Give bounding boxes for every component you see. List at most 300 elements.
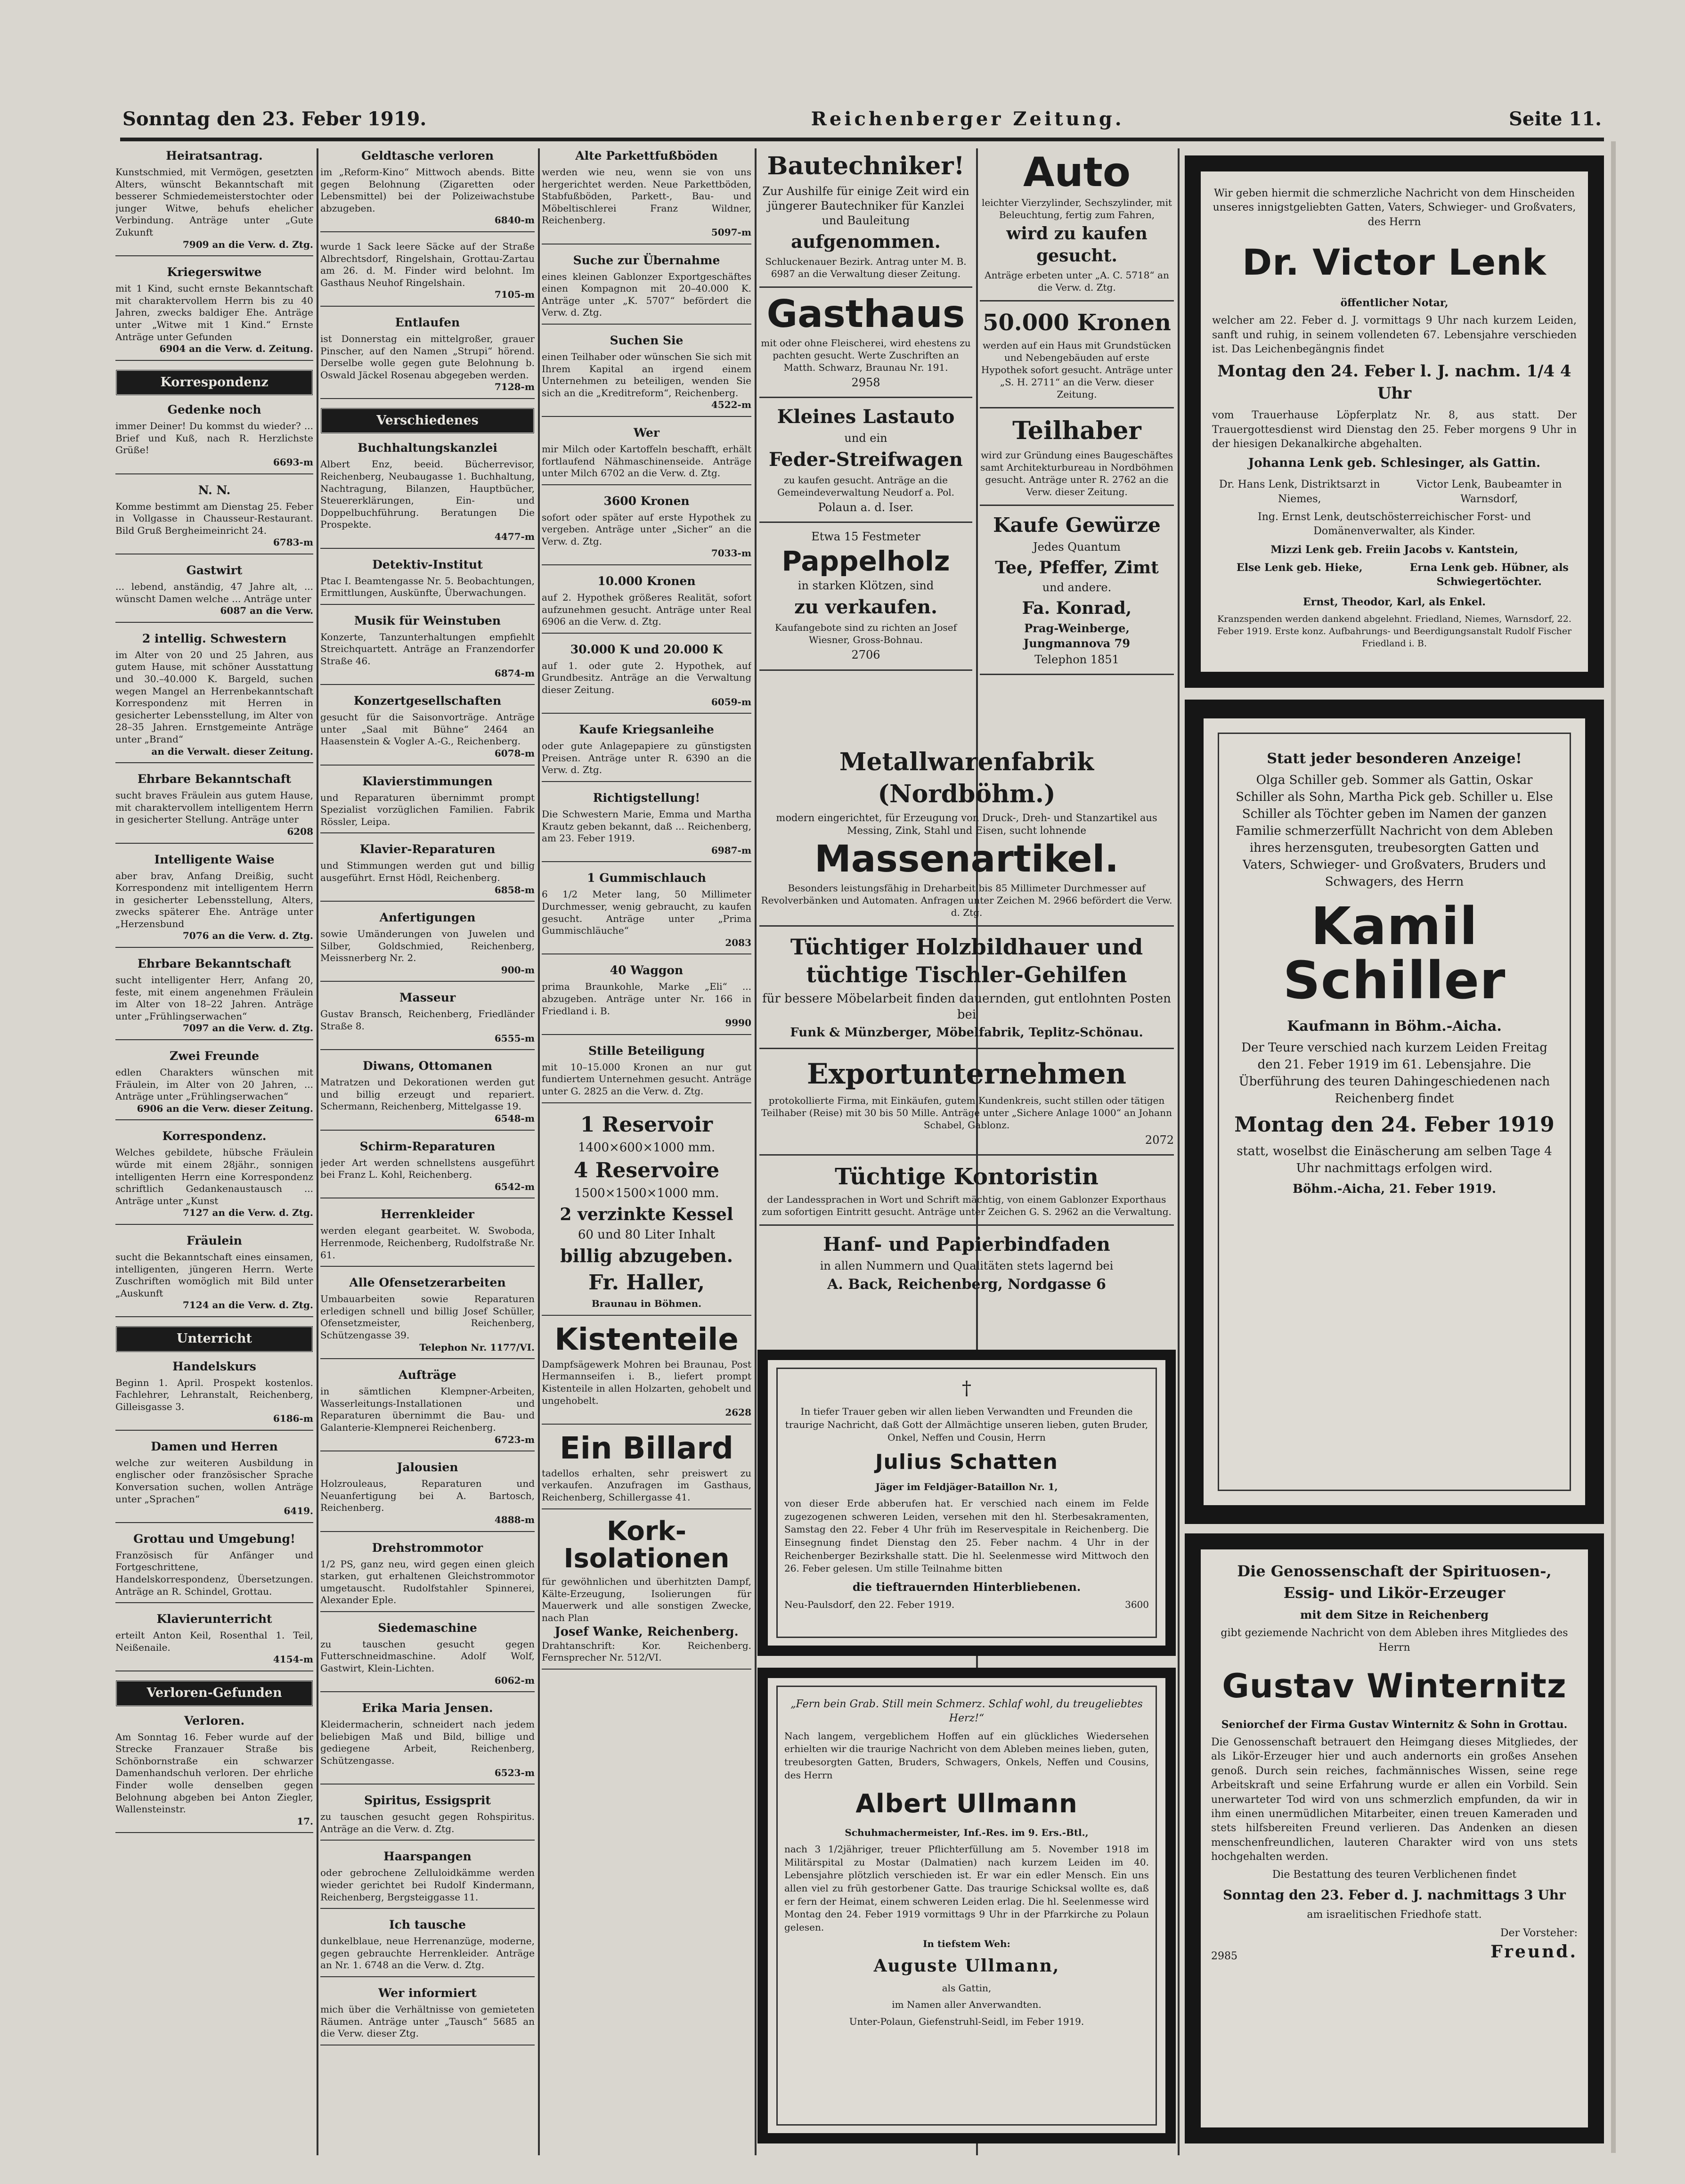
ad-title: Detektiv-Institut [372,557,483,571]
ad-code: 6548-m [494,1113,535,1125]
ullmann-foot: Unter-Polaun, Giefenstruhl-Seidl, im Feber 1919. [849,2015,1084,2027]
obituary-schatten [757,1350,1176,1656]
ad-code: 6523-m [494,1767,535,1778]
gewuerze-line-2: und andere. [1042,581,1112,595]
ad-title: 10.000 Kronen [597,574,696,588]
header-masthead: Reichenberger Zeitung. [811,107,1124,130]
ad-body: prima Braunkohle, Marke „Eli“ ... abzugeben. Anträge unter Nr. 166 in Friedland i. B. [542,981,751,1017]
ad-code: Telephon Nr. 1177/VI. [419,1341,535,1353]
winternitz-body: Die Genossenschaft betrauert den Heimgang dieses Mitgliedes, der als Likör-Erzeuger hier und auch andernorts ein großes Ansehen genoß. Durch sein reiches, fachmännisches Wissen, seine rege Arbeitskraft und seine Erfahrung wurde er allen ein Vorbild. Sein unerwarteter Tod wird von uns schmerzlich empfunden, da wir in ihm einen unermüdlichen Mitarbeiter, einen treuen Kameraden und stets hilfsbereiten Freund verlieren. Das Andenken an diesen menschenfreundlichen, lauteren Charakter wird von uns stets hochgehalten werden. [1211,1736,1578,1863]
reservoir-firm: Fr. Haller, [588,1270,705,1295]
holzbildhauer-title: Tüchtiger Holzbildhauer und tüchtige Tischler-Gehilfen [790,934,1143,988]
reservoir-line-4: billig abzugeben. [560,1245,733,1266]
ad-title: 3600 Kronen [603,494,690,508]
ad-body: auf 2. Hypothek größeres Realität, sofort aufzunehmen gesucht. Anträge unter Real 6906 an die Verw. d. Ztg. [542,592,751,627]
ad-body: oder gebrochene Zelluloidkämme werden wieder gerichtet bei Rudolf Kindermann, Reichenberg, Bergsteiggasse 11. [320,1867,535,1903]
reservoir-line-2: 4 Reservoire [573,1158,720,1183]
column-3-classifieds [542,148,751,2155]
classified-ad [320,1139,535,1199]
ad-title: 30.000 K und 20.000 K [570,642,723,656]
ad-title: Diwans, Ottomanen [362,1059,492,1073]
ad-code: 7128-m [494,381,535,393]
schiller-body: Olga Schiller geb. Sommer als Gattin, Oskar Schiller als Sohn, Martha Pick geb. Schiller u. Else Schiller als Töchter geben im Namen der ganzen Familie schmerzerfüllt Nachricht von dem Ableben ihres herzensguten, treubesorgten Gatten und Vaters, Schwieger- und Großvaters, Bruders und Schwagers, des Herrn [1236,773,1553,889]
ad-body: oder gute Anlagepapiere zu günstigsten Preisen. Anträge unter R. 6390 an die Verw. d. Ztg. [542,740,751,776]
metallwaren-big: Massenartikel. [814,838,1119,880]
ad-title: Ich tausche [389,1918,466,1932]
obituary-schiller [1185,700,1604,1524]
ad-code: 6555-m [494,1032,535,1044]
lenk-role: öffentlicher Notar, [1340,296,1449,309]
ad-code: 6087 an die Verw. [220,605,313,617]
holzbildhauer-firm: Funk & Münzberger, Möbelfabrik, Teplitz-Schönau. [790,1025,1143,1040]
page-header [122,105,1602,133]
ad-body: werden wie neu, wenn sie von uns hergerichtet werden. Neue Parkettböden, Stabfußböden, Parkett-, Bau- und Möbeltischlerei Franz Wildner, Reichenberg. [542,166,751,226]
winternitz-code: 2985 [1211,1950,1237,1963]
classified-ad [115,1359,313,1431]
ad-code: 6208 [287,825,313,837]
ad-body: immer Deiner! Du kommst du wieder? ... Brief und Kuß, nach R. Herzlichste Grüße! [115,420,313,456]
ad-code: 6186-m [273,1413,313,1425]
classified-ad [542,790,751,862]
kork-foot: Drahtanschrift: Kor. Reichenberg. Fernsprecher Nr. 512/VI. [542,1639,751,1663]
lenk-grandchildren: Ernst, Theodor, Karl, als Enkel. [1303,595,1486,608]
obituary-ullmann-frame [776,1686,1157,2126]
classified-ad [320,1207,535,1267]
classified-ad [320,557,535,605]
lenk-date: Montag den 24. Feber l. J. nachm. 1/4 4 Uhr [1217,362,1571,403]
classified-ad [320,1368,535,1451]
lenk-signer: Dr. Hans Lenk, Distriktsarzt in Niemes, [1219,479,1380,505]
obituary-schiller-frame [1218,733,1571,1491]
ad-body: welche zur weiteren Ausbildung in englischer oder französischer Sprache Konversation suchen, wollen Anträge unter „Sprachen“ [115,1457,313,1505]
header-page-number: Seite 11. [1509,107,1602,130]
classified-ad [320,693,535,765]
lenk-body: welcher am 22. Feber d. J. vormittags 9 Uhr nach kurzem Leiden, sanft und ruhig, in seinem vollendeten 67. Lebensjahre verschieden ist. Das Leichenbegängnis findet [1212,315,1577,356]
gewuerze-ad [980,513,1174,675]
pappelholz-big: zu verkaufen. [794,596,937,619]
ad-body: sucht braves Fräulein aus gutem Hause, mit charaktervollem intelligentem Herrn in gesicherter Stellung. Anträge unter [115,790,313,825]
ad-body: jeder Art werden schnellstens ausgeführt bei Franz L. Kohl, Reichenberg. [320,1157,535,1181]
ad-body: in sämtlichen Klempner-Arbeiten, Wasserleitungs-Installationen und Reparaturen übernimmt die Bau- und Galanterie-Klempnerei Reichenberg. [320,1385,535,1433]
auto-body: leichter Vierzylinder, Sechszylinder, mit Beleuchtung, fertig zum Fahren, [981,197,1172,221]
ad-title: Spiritus, Essigsprit [364,1793,491,1808]
classified-ad [542,333,751,417]
schatten-code: 3600 [1125,1598,1149,1610]
ad-title: Verloren. [184,1713,245,1728]
ad-body: sucht die Bekanntschaft eines einsamen, intelligenten, jüngeren Herrn. Werte Zuschriften womöglich mit Bild unter „Auskunft [115,1251,313,1299]
ad-code: 7033-m [711,547,751,559]
winternitz-footer [1211,1926,1578,1964]
holzbildhauer-body: für bessere Möbelarbeit finden dauernden, gut entlohnten Posten bei [762,992,1171,1022]
holzbildhauer-ad [759,933,1174,1049]
classified-ad [320,315,535,399]
obituary-lenk [1185,155,1604,688]
ad-code: 6062-m [494,1674,535,1686]
ad-body: auf 1. oder gute 2. Hypothek, auf Grundbesitz. Anträge an die Verwaltung dieser Zeitung. [542,660,751,696]
ad-title: Stille Beteiligung [588,1043,705,1058]
ad-title: Zwei Freunde [169,1049,259,1063]
column-2-classifieds [320,148,535,2155]
lenk-signer: Ing. Ernst Lenk, deutschösterreichischer Forst- und Domänenverwalter, als Kinder. [1258,511,1531,538]
obituary-ullmann [757,1668,1176,2143]
classified-ad [115,1233,313,1317]
ad-title: Masseur [399,991,456,1005]
schiller-date: Montag den 24. Feber 1919 [1234,1113,1555,1137]
ad-code: 6904 an die Verw. d. Zeitung. [159,343,313,355]
ad-title: Wer informiert [378,1986,477,2000]
section-banner-korrespondenz: Korrespondenz [115,369,313,396]
schatten-mourners: die tieftrauernden Hinterbliebenen. [852,1580,1081,1594]
classified-ad [320,1917,535,1977]
ad-body: aber brav, Anfang Dreißig, sucht Korrespondenz mit intelligentem Herrn in gesicherter Lebensstellung, Alters, zwecks späterer Ehe. Anträge unter „Herzensbund [115,870,313,929]
ad-title: Wer [633,425,660,440]
ad-title: N. N. [198,483,231,497]
ad-body: gesucht für die Saisonvorträge. Anträge unter „Saal mit Bühne“ 2464 an Haasenstein & Vogler A.-G., Reichenberg. [320,711,535,747]
ad-title: Ehrbare Bekanntschaft [137,772,292,786]
obituary-lenk-content [1212,183,1577,660]
ad-body: erteilt Anton Keil, Rosenthal 1. Teil, Neißenaile. [115,1630,313,1653]
lenk-signers [1212,476,1577,591]
ad-title: Klavierstimmungen [362,774,493,788]
export-title: Exportunternehmen [806,1057,1127,1091]
ad-title: Richtigstellung! [593,791,700,805]
lenk-foot: Kranzspenden werden dankend abgelehnt. Friedland, Niemes, Warnsdorf, 22. Feber 1919. Erste konz. Aufbahrungs- und Beerdigungsanstalt Rudolf Fischer Friedland i. B. [1217,614,1572,649]
schatten-intro: In tiefer Trauer geben wir allen lieben Verwandten und Freunden die traurige Nachricht, daß Gott der Allmächtige unseren lieben, guten Bruder, Onkel, Neffen und Cousin, Herrn [785,1406,1148,1443]
ad-code: 7105-m [494,289,535,301]
bautechniker-ad [759,150,972,288]
winternitz-sign-2: Freund. [1490,1942,1578,1962]
ad-title: Herrenkleider [381,1207,474,1222]
ad-title: Gastwirt [186,563,243,578]
gewuerze-address: Prag-Weinberge, Jungmannova 79 [1023,621,1131,650]
winternitz-intro: gibt geziemende Nachricht von dem Ableben ihres Mitgliedes des Herrn [1221,1627,1568,1654]
reservoir-line-1: 1 Reservoir [580,1112,713,1137]
ullmann-body: nach 3 1/2jähriger, treuer Pflichterfüllung am 5. November 1918 im Militärspital zu Mostar (Dalmatien) nach kurzem Leiden im 40. Lebensjahre plötzlich verschieden ist. Er war ein edler Mensch. Ein uns allen viel zu früh gestorbener Gatte. Das traurige Schicksal wollte es, daß er fern der Heimat, einem schweren Leiden erlag. Die hl. Seelenmesse wird Montag den 24. Feber 1919 vormittags 9 Uhr in der Pfarrkirche zu Polaun gelesen. [784,1843,1149,1933]
ad-body: im „Reform-Kino“ Mittwoch abends. Bitte gegen Belohnung (Zigaretten oder Lebensmittel) bei der Polizeiwachstube abzugeben. [320,166,535,214]
ad-body: Welches gebildete, hübsche Fräulein würde mit einem 28jähr., sonnigen intelligenten Herrn eine Korrespondenz schriftlich Gedankenaustausch ... Anträge unter „Kunst [115,1147,313,1206]
ad-code: 6419. [284,1505,313,1517]
classified-ad [542,642,751,714]
metallwaren-title: Metallwarenfabrik (Nordböhm.) [839,748,1094,808]
classified-ad [542,963,751,1035]
classified-ad [542,148,751,244]
gasthaus-title: Gasthaus [766,292,965,336]
winternitz-head-1: Die Genossenschaft der Spirituosen-, [1237,1562,1552,1580]
ad-code: an die Verwalt. dieser Zeitung. [151,745,313,757]
classified-ad [320,241,535,307]
schatten-name: Julius Schatten [875,1450,1058,1474]
ad-body: 1/2 PS, ganz neu, wird gegen einen gleich starken, gut erhaltenen Gleichstrommotor umgetauscht. Rudolfstahler Spinnerei, Alexander Eple. [320,1558,535,1606]
kronen-body: werden auf ein Haus mit Grundstücken und Nebengebäuden auf erste Hypothek sofort gesucht. Anträge unter „S. H. 2711“ an die Verw. dieser Zeitung. [981,340,1173,400]
classified-ad [115,956,313,1040]
ad-title: Drehstrommotor [372,1540,483,1555]
lenk-name: Dr. Victor Lenk [1242,241,1547,284]
kork-title: Kork-Isolationen [563,1516,730,1574]
classified-ad [542,722,751,782]
teilhaber-body: wird zur Gründung eines Baugeschäftes samt Architekturbureau in Nordböhmen gesucht. Anträge unter R. 2762 an die Verw. dieser Zeitung. [980,449,1173,497]
ad-title: Anfertigungen [379,911,476,925]
ad-code: 4477-m [494,531,535,543]
section-banner-verloren-gefunden: Verloren-Gefunden [115,1680,313,1707]
classified-ad [320,910,535,982]
obituary-winternitz-content [1211,1560,1578,2117]
classified-ad [115,1532,313,1603]
classified-ad [320,613,535,685]
lastauto-title-2: Feder-Streifwagen [769,448,963,471]
ad-title: Kriegerswitwe [167,265,262,279]
reservoir-ad [542,1112,751,1316]
ad-title: Alte Parkettfußböden [575,149,718,163]
ad-title: Suche zur Übernahme [573,253,720,267]
classified-ad [115,1612,313,1671]
ad-code: 6723-m [494,1434,535,1445]
ad-body: Konzerte, Tanzunterhaltungen empfiehlt Streichquartett. Anträge an Franzendorfer Straße 46. [320,631,535,667]
ad-title: Klavier-Reparaturen [359,842,496,856]
ad-body: Kunstschmied, mit Vermögen, gesetzten Alters, wünscht Bekanntschaft mit besserer Schmiedemeisterstochter oder junger Witwe, behufs ehelicher Verbindung. Anträge unter „Gute Zukunft [115,166,313,238]
classified-ad [542,871,751,954]
bautechniker-big: aufgenommen. [791,231,941,253]
hanf-firm: A. Back, Reichenberg, Nordgasse 6 [827,1276,1106,1293]
ad-body: einen Teilhaber oder wünschen Sie sich mit Ihrem Kapital an irgend einem Unternehmen zu beteiligen, wenden Sie sich an die „Kreditreform“, Reichenberg. [542,350,751,399]
classified-ad [542,425,751,485]
ad-title: Heiratsantrag. [166,149,263,163]
auto-title: Auto [1023,149,1131,196]
classified-ad [542,253,751,325]
classified-ad [320,1849,535,1909]
classified-ad [320,440,535,548]
ad-code: 7909 an die Verw. d. Ztg. [182,238,313,250]
ad-code: 6693-m [273,456,313,468]
ad-code: 9990 [725,1017,751,1029]
kistenteile-body: Dampfsägewerk Mohren bei Braunau, Post Hermannseifen i. B., liefert prompt Kistenteile in allen Holzarten, gehobelt und ungehobelt. [542,1358,751,1406]
ad-code: 17. [297,1815,313,1827]
classified-ad [115,852,313,948]
ad-body: Am Sonntag 16. Feber wurde auf der Strecke Franzauer Straße bis Schönbornstraße ein schwarzer Damenhandschuh verloren. Der ehrliche Finder wolle denselben gegen Belohnung abgeben bei Anton Ziegler, Wallensteinstr. [115,1731,313,1815]
ad-body: Beginn 1. April. Prospekt kostenlos. Fachlehrer, Lehranstalt, Reichenberg, Gilleisgasse 3. [115,1377,313,1412]
ad-code: 7097 an die Verw. d. Ztg. [182,1022,313,1034]
schiller-foot: Böhm.-Aicha, 21. Feber 1919. [1292,1182,1497,1196]
ad-code: 6840-m [494,214,535,226]
pappelholz-code: 2706 [851,648,880,662]
ullmann-name: Albert Ullmann [855,1789,1078,1819]
ad-code: 7124 an die Verw. d. Ztg. [182,1299,313,1311]
ad-code: 900-m [501,964,535,976]
ad-code: 4522-m [711,399,751,411]
ad-body: mir Milch oder Kartoffeln beschafft, erhält fortlaufend Nähmaschinenseide. Anträge unter Milch 6702 an die Verw. d. Ztg. [542,443,751,479]
ullmann-widow: Auguste Ullmann, [873,1956,1060,1976]
ad-code: 2083 [725,937,751,948]
billard-title: Ein Billard [560,1431,733,1466]
classified-ad [320,1540,535,1612]
schatten-foot: Neu-Paulsdorf, den 22. Feber 1919. [784,1598,955,1610]
ad-title: Jalousien [397,1460,458,1475]
ullmann-role: Schuhmachermeister, Inf.-Res. im 9. Ers.-Btl., [845,1826,1089,1838]
ad-title: Alle Ofensetzerarbeiten [349,1276,506,1290]
column-divider [1178,148,1180,2155]
auto-big: wird zu kaufen gesucht. [1006,224,1148,266]
ad-body: zu tauschen gesucht gegen Rohspiritus. Anträge an die Verw. d. Ztg. [320,1811,535,1834]
lenk-signer: Erna Lenk geb. Hübner, als Schwiegertöchter. [1409,561,1569,588]
ad-title: Haarspangen [383,1850,472,1864]
gasthaus-ad [759,294,972,398]
bautechniker-title: Bautechniker! [767,152,965,180]
reservoir-dim-1: 1400×600×1000 mm. [578,1140,716,1155]
ad-code: 6059-m [711,696,751,708]
ad-title: Erika Maria Jensen. [362,1701,493,1715]
ad-code: 7127 an die Verw. d. Ztg. [182,1207,313,1219]
classified-ad [542,494,751,565]
billard-ad [542,1433,751,1509]
ad-code: 6874-m [494,667,535,679]
classified-ad [115,148,313,256]
hanf-title: Hanf- und Papierbindfaden [823,1233,1110,1256]
ad-body: im Alter von 20 und 25 Jahren, aus gutem Hause, mit schöner Ausstattung und 30.–40.000 K. Bargeld, suchen wegen Mangel an Herrenbekanntschaft Korrespondenz mit Herren in gesicherter Lebensstellung, im Alter von 28–35 Jahren. Ernstgemeinte Anträge unter „Brand“ [115,649,313,745]
classified-ad [542,1043,751,1103]
bautechniker-body: Zur Aushilfe für einige Zeit wird ein jüngerer Bautechniker für Kanzlei und Bauleitung [762,184,969,227]
classified-ad [320,1986,535,2045]
ad-body: Matratzen und Dekorationen werden gut und billig erzeugt und repariert. Schermann, Reichenberg, Mittelgasse 19. [320,1076,535,1112]
classified-ad [320,1460,535,1532]
ad-title: Suchen Sie [610,333,684,347]
classified-ad [320,990,535,1050]
auto-ad [980,151,1174,302]
classified-ad [320,148,535,232]
column-1-classifieds [115,148,313,2155]
metallwaren-body: modern eingerichtet, für Erzeugung von Druck-, Dreh- und Stanzartikel aus Messing, Zink, Stahl und Eisen, sucht lohnende [776,812,1157,837]
ad-body: 6 1/2 Meter lang, 50 Millimeter Durchmesser, wenig gebraucht, zu kaufen gesucht. Anträge unter „Prima Gummischläuche“ [542,888,751,937]
kork-body: für gewöhnlichen und überhitzten Dampf, Kälte-Erzeugung, Isolierungen für Mauerwerk und alle sonstigen Zwecke, nach Plan [542,1576,751,1624]
ad-body: Französisch für Anfänger und Fortgeschrittene, Handelskorrespondenz, Übersetzungen. Anträge an R. Schindel, Grottau. [115,1549,313,1597]
ad-title: Siedemaschine [378,1621,477,1635]
classified-ad [320,842,535,902]
schiller-role: Kaufmann in Böhm.-Aicha. [1287,1018,1502,1035]
ad-title: Aufträge [399,1368,456,1382]
gewuerze-telephone: Telephon 1851 [1034,652,1119,666]
ad-title: Ehrbare Bekanntschaft [137,957,292,971]
ad-body: und Reparaturen übernimmt prompt Spezialist vorzüglichen Familien. Fabrik Rössler, Leipa. [320,791,535,827]
ad-body: ist Donnerstag ein mittelgroßer, grauer Pinscher, auf den Namen „Strupi“ hörend. Derselbe wolle gegen gute Belohnung b. Oswald Jäckel Rosenau abgegeben werden. [320,333,535,381]
lastauto-line: und ein [844,431,887,445]
classified-ad [115,631,313,763]
ad-title: 2 intellig. Schwestern [142,631,287,645]
ad-body: und Stimmungen werden gut und billig ausgeführt. Ernst Hödl, Reichenberg. [320,860,535,883]
ad-body: Kleidermacherin, schneidert nach jedem beliebigen Maß und Bild, billige und gediegene Arbeit, Reichenberg, Schützengasse. [320,1719,535,1767]
winternitz-date: Sonntag den 23. Feber d. J. nachmittags 3 Uhr [1223,1887,1566,1903]
ad-body: mich über die Verhältnisse von gemieteten Räumen. Anträge unter „Tausch“ 5685 an die Verw. dieser Ztg. [320,2003,535,2039]
ad-title: Musik für Weinstuben [354,613,501,627]
reservoir-town: Braunau in Böhmen. [591,1297,702,1309]
ad-body: edlen Charakters wünschen mit Fräulein, im Alter von 20 Jahren, ... Anträge unter „Frühlingserwachen“ [115,1067,313,1102]
column-divider [317,148,318,2155]
ad-title: Buchhaltungskanzlei [358,441,497,455]
classified-ad [115,483,313,554]
kork-firm: Josef Wanke, Reichenberg. [554,1624,739,1639]
ad-body: Umbauarbeiten sowie Reparaturen erledigen schnell und billig Josef Schüller, Ofensetzmeister, Reichenberg, Schützengasse 39. [320,1293,535,1341]
ad-code: 6906 an die Verw. dieser Zeitung. [137,1102,313,1114]
schatten-footer [784,1598,1149,1612]
schatten-role: Jäger im Feldjäger-Bataillon Nr. 1, [875,1481,1058,1492]
ad-title: Entlaufen [395,315,460,329]
ad-body: dunkelblaue, neue Herrenanzüge, moderne, gegen gebrauchte Herrenkleider. Anträge an Nr. 1. 6748 an die Verw. d. Ztg. [320,1935,535,1971]
kontoristin-title: Tüchtige Kontoristin [835,1163,1099,1190]
lenk-wife: Johanna Lenk geb. Schlesinger, als Gattin. [1248,456,1541,471]
lenk-intro: Wir geben hiermit die schmerzliche Nachricht von dem Hinscheiden unseres innigstgeliebten Gatten, Vaters, Schwieger- und Großvaters, des Herrn [1213,187,1576,228]
kistenteile-code: 2628 [725,1407,751,1418]
header-rule [120,138,1604,141]
reservoir-line-3: 2 verzinkte Kessel [560,1204,733,1224]
classified-ad [115,563,313,623]
ad-body: Albert Enz, beeid. Bücherrevisor, Reichenberg, Neubaugasse 1. Buchhaltung, Nachtragung, Bilanzen, Hauptbücher, Steuererklärungen, Ein- und Doppelbuchführung. Beratungen Die Prospekte. [320,458,535,530]
lastauto-body: zu kaufen gesucht. Anträge an die Gemeindeverwaltung Neudorf a. Pol. [777,474,955,498]
gewuerze-firm: Fa. Konrad, [1022,598,1132,618]
ad-body: Gustav Bransch, Reichenberg, Friedländer Straße 8. [320,1008,535,1032]
lenk-signer: Mizzi Lenk geb. Freiin Jacobs v. Kantstein, [1270,543,1518,556]
lenk-signer: Else Lenk geb. Hieke, [1236,561,1363,574]
kronen-ad [980,308,1174,408]
kontoristin-ad [759,1162,1174,1226]
classified-ad [320,1059,535,1130]
kistenteile-title: Kistenteile [554,1322,739,1357]
classified-ad [320,774,535,834]
hanf-line: in allen Nummern und Qualitäten stets lagernd bei [820,1259,1114,1273]
classified-ad [115,772,313,843]
pappelholz-title: Pappelholz [781,545,950,578]
ad-title: Damen und Herren [151,1439,278,1453]
ad-body: sowie Umänderungen von Juwelen und Silber, Goldschmied, Reichenberg, Meissnerberg Nr. 2. [320,928,535,964]
winternitz-body-2: Die Bestattung des teuren Verblichenen findet [1272,1869,1517,1881]
ad-code: 6078-m [494,747,535,759]
obituary-schatten-frame [776,1368,1157,1638]
cross-icon: † [962,1377,971,1399]
ad-body: Die Schwestern Marie, Emma und Martha Krautz geben bekannt, daß ... Reichenberg, am 23. Feber 1919. [542,808,751,844]
lenk-body-2: vom Trauerhause Löpferplatz Nr. 8, aus statt. Der Trauergottesdienst wird Dienstag den 25. Feber morgens 9 Uhr in der hiesigen Dekanalkirche abgehalten. [1212,409,1577,450]
gewuerze-title: Kaufe Gewürze [993,513,1161,537]
pappelholz-foot: Kaufangebote sind zu richten an Josef Wiesner, Gross-Bohnau. [774,622,957,646]
hanf-ad [759,1232,1174,1300]
ad-code: 4154-m [273,1654,313,1665]
metallwaren-ad [759,746,1174,927]
winternitz-head-3: mit dem Sitze in Reichenberg [1300,1608,1489,1622]
ad-code: 6987-m [711,844,751,856]
reservoir-dim-3: 60 und 80 Liter Inhalt [578,1227,716,1242]
winternitz-name: Gustav Winternitz [1222,1667,1567,1706]
schiller-body-2: Der Teure verschied nach kurzem Leiden Freitag den 21. Feber 1919 im 61. Lebensjahre. Die Überführung des teuren Dahingeschiedenen nach Reichenberg findet [1238,1040,1550,1106]
kronen-title: 50.000 Kronen [983,309,1171,336]
schiller-head: Statt jeder besonderen Anzeige! [1267,750,1522,767]
ad-title: Handelskurs [172,1359,256,1373]
ullmann-rest: im Namen aller Anverwandten. [892,1999,1042,2011]
ad-title: 40 Waggon [610,963,684,978]
metallwaren-foot: Besonders leistungsfähig in Dreharbeit bis 85 Millimeter Durchmesser auf Revolverbänken und Automaten. Anfragen unter Zeichen M. 2966 befördert die Verw. d. Ztg. [761,882,1172,918]
auto-foot: Anträge erbeten unter „A. C. 5718“ an die Verw. d. Ztg. [985,269,1169,293]
schatten-body: von dieser Erde abberufen hat. Er verschied nach einem im Felde zugezogenen schweren Leiden, versehen mit den hl. Sterbesakramenten, Samstag den 22. Feber 4 Uhr früh im Reservespitale in Reichenberg. Die Einsegnung findet Dienstag den 25. Feber nachm. 4 Uhr in der Reichenberger Bezirkshalle statt. Die hl. Seelenmesse wird Mittwoch den 26. Feber gelesen. Um stille Teilnahme bitten [784,1498,1149,1574]
ad-title: 1 Gummischlauch [587,871,706,885]
ad-code: 5097-m [711,226,751,238]
winternitz-role: Seniorchef der Firma Gustav Winternitz & Sohn in Grottau. [1221,1718,1568,1731]
ad-body: mit 1 Kind, sucht ernste Bekanntschaft mit charaktervollem Herrn bis zu 40 Jahren, zwecks baldiger Ehe. Anträge unter „Witwe mit 1 Kind.“ Ernste Anträge unter Gefunden [115,283,313,342]
winternitz-sign-1: Der Vorsteher: [1500,1927,1578,1939]
winternitz-place: am israelitischen Friedhofe statt. [1307,1909,1482,1921]
ad-body: ... lebend, anständig, 47 Jahre alt, ... wünscht Damen welche ... Anträge unter [115,581,313,604]
classified-ad [115,1129,313,1225]
ad-title: Konzertgesellschaften [353,694,502,708]
ad-title: Gedenke noch [167,403,261,417]
billard-body: tadellos erhalten, sehr preiswert zu verkaufen. Anzufragen im Gasthaus, Reichenberg, Schillergasse 41. [542,1467,751,1503]
column-divider [538,148,540,2155]
ad-code: 4888-m [494,1514,535,1525]
ad-title: Grottau und Umgebung! [133,1532,295,1546]
ullmann-intro: Nach langem, vergeblichem Hoffen auf ein glückliches Wiedersehen erhielten wir die traurige Nachricht von dem Ableben meines lieben, guten, treubesorgten Gatten, Bruders, Schwagers, Onkels, Neffen und Cousins, des Herrn [784,1730,1149,1781]
